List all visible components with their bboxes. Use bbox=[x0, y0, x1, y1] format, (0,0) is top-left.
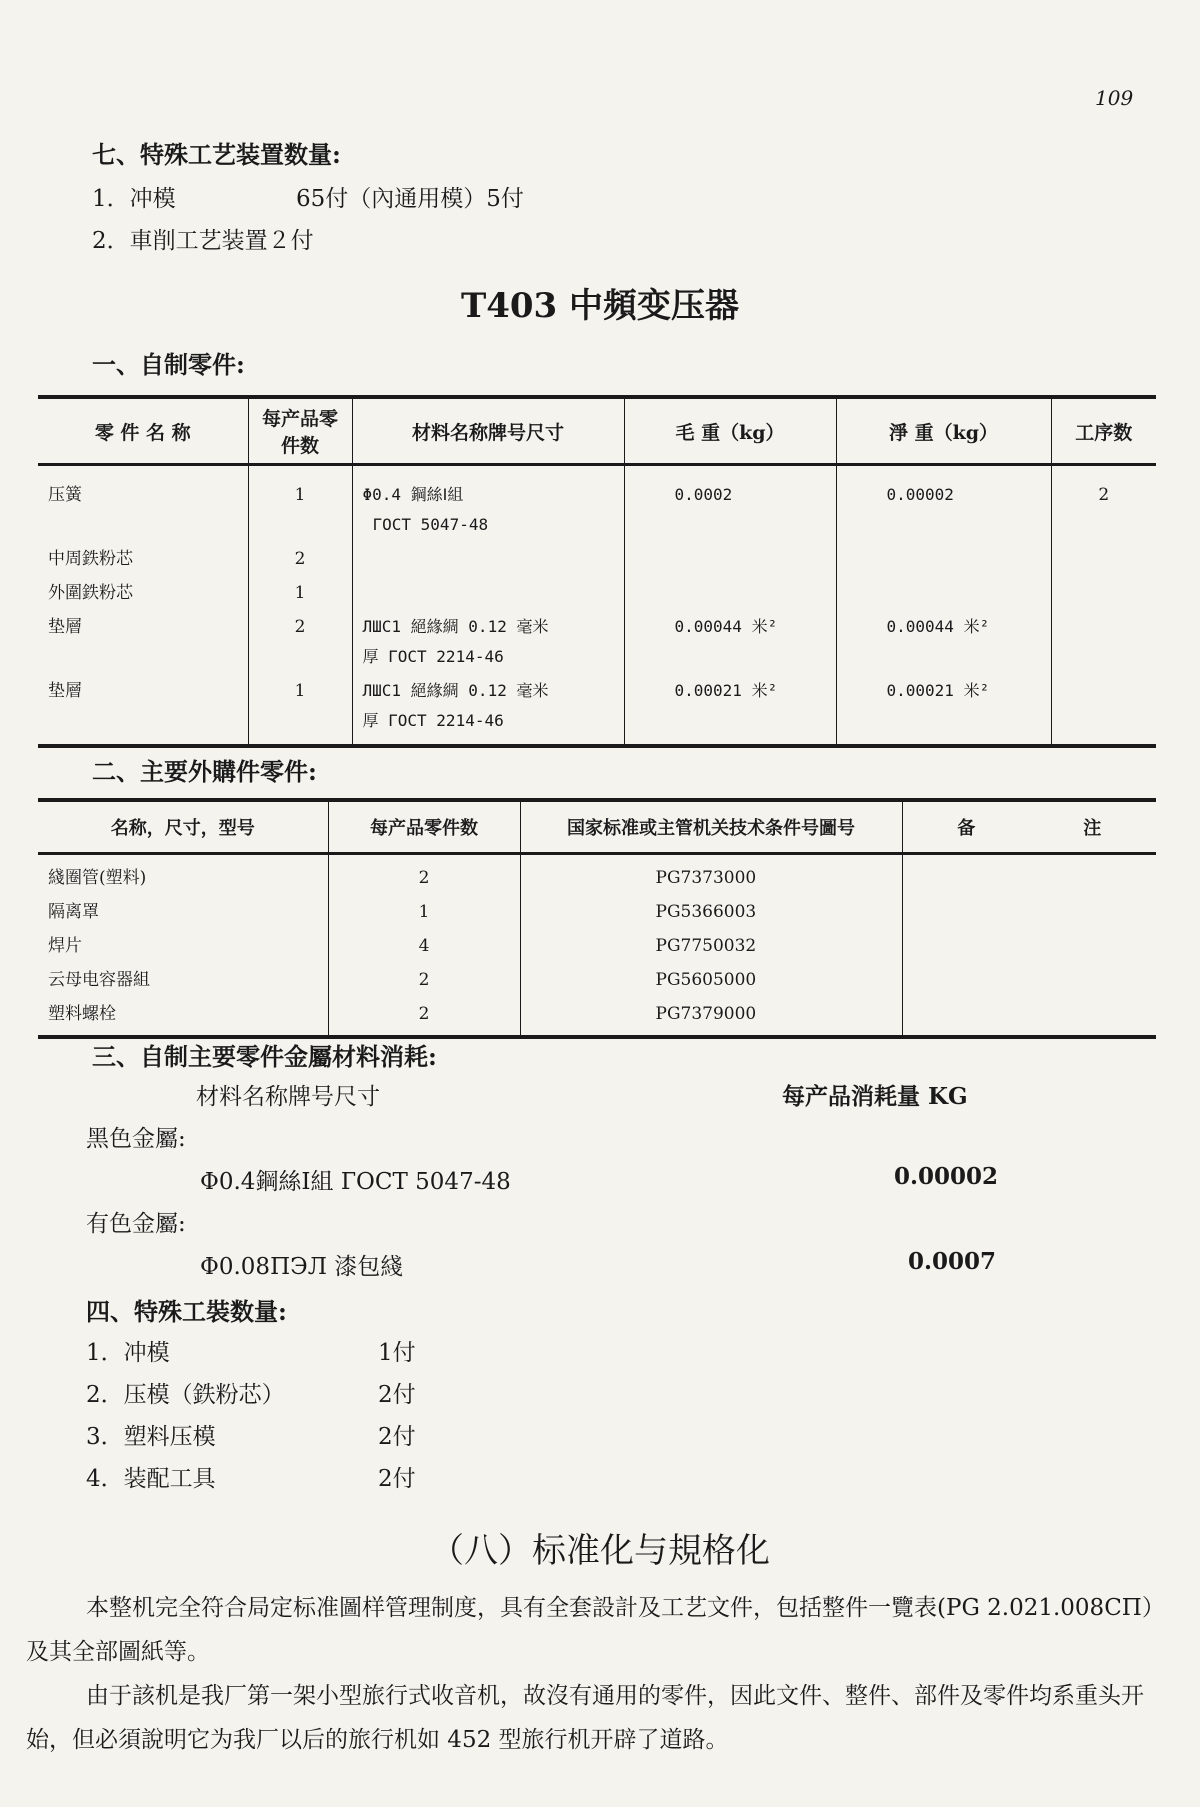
part4-item-2-label: 2．压模（鉄粉芯） bbox=[86, 1382, 285, 1408]
purchased-part-note bbox=[902, 895, 1156, 929]
net-weight bbox=[836, 542, 1051, 576]
steps bbox=[1051, 542, 1156, 576]
ferrous-metal-label: 黑色金屬: bbox=[86, 1126, 186, 1152]
purchased-part-count: 2 bbox=[328, 963, 520, 997]
part-name: 中周鉄粉芯 bbox=[38, 542, 248, 576]
document-title: T403 中頻变压器 bbox=[460, 286, 740, 326]
table-row bbox=[38, 963, 1156, 997]
purchased-parts-table bbox=[38, 798, 1156, 1039]
nonferrous-metal-value: 0.0007 bbox=[908, 1248, 997, 1275]
purchased-part-code: PG5366003 bbox=[520, 895, 902, 929]
part3-column-material: 材料名称牌号尺寸 bbox=[196, 1084, 380, 1110]
purchased-part-name: 焊片 bbox=[38, 929, 328, 963]
part2-heading: 二、主要外購件零件: bbox=[92, 757, 317, 786]
section8-title: （八）标准化与規格化 bbox=[430, 1531, 770, 1571]
part-material bbox=[352, 465, 624, 543]
section7-item-1-value: 65付（內通用模）5付 bbox=[296, 186, 524, 212]
part-count: 2 bbox=[248, 542, 352, 576]
part-name: 外圍鉄粉芯 bbox=[38, 576, 248, 610]
part-count: 1 bbox=[248, 674, 352, 746]
gross-weight bbox=[624, 576, 836, 610]
nonferrous-metal-label: 有色金屬: bbox=[86, 1211, 186, 1237]
steps bbox=[1051, 674, 1156, 746]
net-weight: 0.00044 米² bbox=[836, 610, 1051, 674]
header-net-weight: 淨 重（kg） bbox=[836, 397, 1051, 465]
purchased-part-code: PG7373000 bbox=[520, 854, 902, 896]
part4-item-3-value: 2付 bbox=[378, 1424, 416, 1450]
part4-heading: 四、特殊工裝数量: bbox=[86, 1297, 287, 1326]
gross-weight bbox=[624, 542, 836, 576]
material-line-1: ЛШС1 絕緣綢 0.12 毫米 bbox=[362, 617, 549, 636]
part4-item-1-label: 1．冲模 bbox=[86, 1340, 170, 1366]
part4-item-1-value: 1付 bbox=[378, 1340, 416, 1366]
purchased-part-code: PG5605000 bbox=[520, 963, 902, 997]
table-row bbox=[38, 895, 1156, 929]
section7-heading: 七、特殊工艺装置数量: bbox=[92, 140, 341, 169]
self-made-parts-table bbox=[38, 395, 1156, 748]
part1-heading: 一、自制零件: bbox=[92, 350, 245, 379]
table-row bbox=[38, 929, 1156, 963]
purchased-part-note bbox=[902, 929, 1156, 963]
header-steps: 工序数 bbox=[1051, 397, 1156, 465]
table-row bbox=[38, 674, 1156, 746]
material-line-2: 厚 ГОСТ 2214-46 bbox=[362, 647, 504, 666]
part-name: 压簧 bbox=[38, 465, 248, 543]
part-material bbox=[352, 576, 624, 610]
purchased-part-code: PG7379000 bbox=[520, 997, 902, 1037]
table-row bbox=[38, 576, 1156, 610]
steps bbox=[1051, 576, 1156, 610]
purchased-part-count: 1 bbox=[328, 895, 520, 929]
net-weight bbox=[836, 576, 1051, 610]
part-material bbox=[352, 674, 624, 746]
purchased-part-name: 隔离罩 bbox=[38, 895, 328, 929]
header-name-size-model: 名称，尺寸，型号 bbox=[38, 800, 328, 854]
purchased-part-name: 塑料螺栓 bbox=[38, 997, 328, 1037]
net-weight: 0.00002 bbox=[836, 465, 1051, 543]
part-material bbox=[352, 542, 624, 576]
table-row bbox=[38, 997, 1156, 1037]
section7-item-2-label: 2．車削工艺装置２付 bbox=[92, 228, 314, 254]
purchased-part-count: 2 bbox=[328, 997, 520, 1037]
part3-heading: 三、自制主要零件金屬材料消耗: bbox=[92, 1042, 437, 1071]
header-count-per-product: 每产品零件数 bbox=[328, 800, 520, 854]
part-count: 1 bbox=[248, 465, 352, 543]
purchased-part-note bbox=[902, 997, 1156, 1037]
ferrous-metal-item: Φ0.4鋼絲Ⅰ組 ГОСТ 5047-48 bbox=[200, 1169, 511, 1195]
section7-item-1-label: 1．冲模 bbox=[92, 186, 176, 212]
page-number: 109 bbox=[1095, 86, 1134, 110]
purchased-part-name: 云母电容器組 bbox=[38, 963, 328, 997]
header-part-name: 零 件 名 称 bbox=[38, 397, 248, 465]
material-line-2: ГОСТ 5047-48 bbox=[372, 515, 489, 534]
steps bbox=[1051, 610, 1156, 674]
header-remarks: 备 注 bbox=[902, 800, 1156, 854]
purchased-part-note bbox=[902, 854, 1156, 896]
purchased-part-code: PG7750032 bbox=[520, 929, 902, 963]
gross-weight: 0.00021 米² bbox=[624, 674, 836, 746]
table-row bbox=[38, 610, 1156, 674]
header-standard-code: 国家标准或主管机关技术条件号圖号 bbox=[520, 800, 902, 854]
material-line-1: ЛШС1 絕緣綢 0.12 毫米 bbox=[362, 681, 549, 700]
section8-paragraph-1: 本整机完全符合局定标准圖样管理制度，具有全套設計及工艺文件，包括整件一覽表(PG 2.021.008СП）及其全部圖紙等。 bbox=[26, 1595, 1165, 1665]
ferrous-metal-value: 0.00002 bbox=[894, 1163, 999, 1190]
header-gross-weight: 毛 重（kg） bbox=[624, 397, 836, 465]
nonferrous-metal-item: Φ0.08ПЭЛ 漆包綫 bbox=[200, 1254, 404, 1280]
part-name: 垫層 bbox=[38, 674, 248, 746]
material-line-2: 厚 ГОСТ 2214-46 bbox=[362, 711, 504, 730]
purchased-part-name: 綫圈管(塑料) bbox=[38, 854, 328, 896]
part-count: 1 bbox=[248, 576, 352, 610]
section8-paragraph-2: 由于該机是我厂第一架小型旅行式收音机，故沒有通用的零件，因此文件、整件、部件及零件均系重头开始，但必須說明它为我厂以后的旅行机如 452 型旅行机开辟了道路。 bbox=[26, 1683, 1144, 1753]
part3-column-consumption: 每产品消耗量 KG bbox=[782, 1083, 968, 1110]
table-row bbox=[38, 465, 1156, 543]
table-row bbox=[38, 854, 1156, 896]
material-line-1: Φ0.4 鋼絲Ⅰ組 bbox=[362, 485, 464, 504]
table-row bbox=[38, 542, 1156, 576]
purchased-part-note bbox=[902, 963, 1156, 997]
part4-item-4-value: 2付 bbox=[378, 1466, 416, 1492]
gross-weight: 0.00044 米² bbox=[624, 610, 836, 674]
purchased-part-count: 4 bbox=[328, 929, 520, 963]
part4-item-2-value: 2付 bbox=[378, 1382, 416, 1408]
header-count-per-product: 每产品零件数 bbox=[248, 397, 352, 465]
purchased-part-count: 2 bbox=[328, 854, 520, 896]
steps: 2 bbox=[1098, 485, 1110, 505]
part-material bbox=[352, 610, 624, 674]
part-count: 2 bbox=[248, 610, 352, 674]
part4-item-4-label: 4．装配工具 bbox=[86, 1466, 216, 1492]
part4-item-3-label: 3．塑料压模 bbox=[86, 1424, 216, 1450]
gross-weight: 0.0002 bbox=[624, 465, 836, 543]
header-material: 材料名称牌号尺寸 bbox=[352, 397, 624, 465]
part-name: 垫層 bbox=[38, 610, 248, 674]
net-weight: 0.00021 米² bbox=[836, 674, 1051, 746]
